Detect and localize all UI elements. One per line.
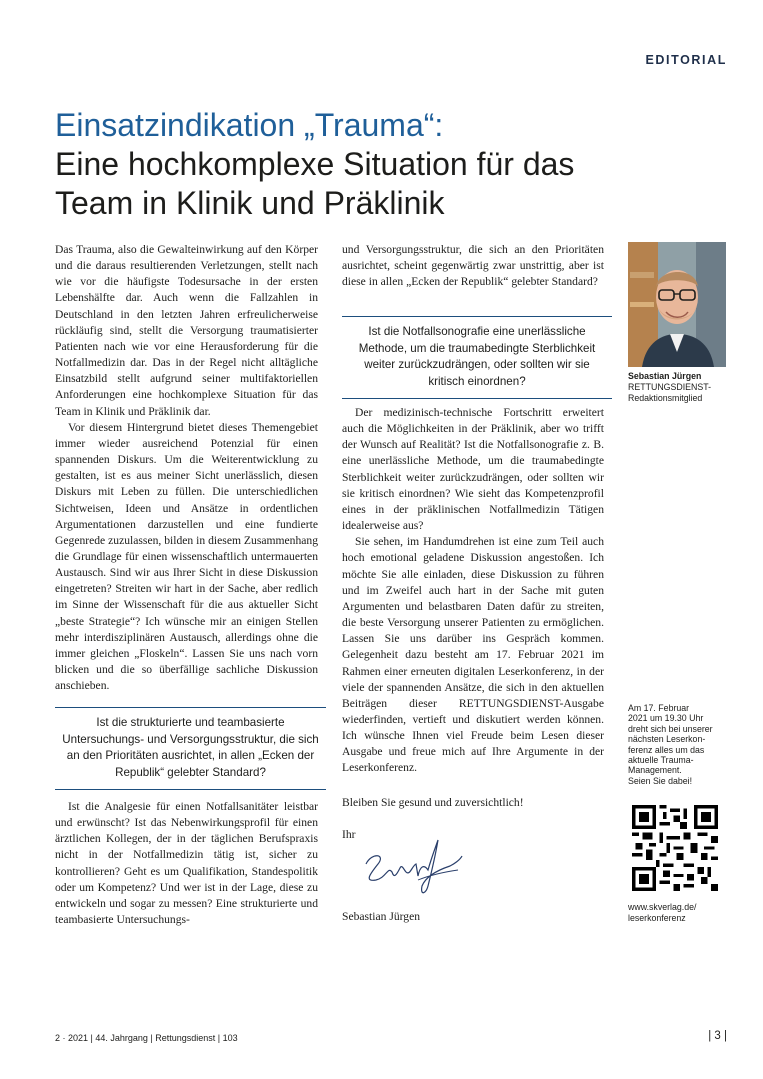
author-name: Sebastian Jürgen — [628, 371, 702, 381]
column-1-bottom — [55, 799, 318, 928]
paragraph: Der medizinisch-technische Fortschritt erweitert auch die Möglichkeiten in der Präklinik, aber wo trifft der Wunsch auf Realität? Ist die Notfallsonografie z. B. eine unerlässliche Methode, um die traumabedingte Sterblichkeit weiter zurückzudrängen, oder sollten wir sie kritisch einordnen? Wie sieht das Kompetenzprofil eines in der präklinischen Notfallmedizin Tätigen idealerweise aus? — [342, 406, 604, 533]
web-link-line-2[interactable]: leserkonferenz — [628, 913, 686, 923]
side-note-line: 2021 um 19.30 Uhr — [628, 713, 704, 724]
paragraph: Sie sehen, im Handumdrehen ist eine zum Teil auch hoch emotional geladene Diskussion angestoßen. Ich möchte Sie alle einladen, diese Diskussion zu führen und im Zweifel auch hart in der Sache mit guten Argumenten und belastbaren Daten dafür zu streiten, die beste Versorgung unserer Patienten zu ermöglichen. Lassen Sie uns darüber ins Gespräch kommen. Gelegenheit dazu besteht am 17. Februar 2021 im Rahmen einer erneuten digitalen Leserkonferenz, in der viele der spannenden Ansätze, die sich in den aktuellen Beiträgen dieser RETTUNGSDIENST-Ausgabe wiederfinden, vertieft und diskutiert werden können. Ich wünsche Ihnen viel Freude beim Lesen dieser Ausgabe und freue mich auf Ihre Argumente in der Leserkonferenz. — [342, 535, 604, 775]
column-2-top — [342, 242, 604, 290]
paragraph: Das Trauma, also die Gewalteinwirkung auf den Körper und die daraus resultierenden Verletzungen, stellt nach wie vor die häufigste Todesursache in der ersten Lebenshälfte dar. Auch wenn die Fallzahlen in Deutschland in den letzten Jahren erfreulicherweise rückläufig sind, stellt die Versorgung traumatisierter Patienten nach wie vor eine Herausforderung für die Notfallmedizin dar. Das in der Regel nicht alltägliche Einsatzbild stellt aufgrund seiner multifaktoriellen Anforderungen eine hochkomplexe Situation für das Team in Klinik und Präklinik dar. — [55, 243, 318, 418]
section-label: EDITORIAL — [645, 53, 727, 67]
paragraph: Ist die Analgesie für einen Notfallsanitäter leistbar und erwünscht? Ist das Nebenwirkungsprofil für einen ärztlichen Kollegen, der in der täglichen Berufspraxis nicht in der Notfallmedizin tätig ist, sicher zu kontrollieren? Geht es um Qualifikation, Standespolitik oder um Kompetenz? Und wer ist in der Lage, diese zu entwickeln und sogar zu messen? Eine strukturierte und teambasierte Untersuchungs- — [55, 800, 318, 927]
closing-greeting: Bleiben Sie gesund und zuversichtlich! — [342, 796, 524, 809]
side-note-line: Seien Sie dabei! — [628, 775, 693, 786]
page-number: | 3 | — [708, 1030, 727, 1042]
pull-quote-2: Ist die Notfallsonografie eine unerlässliche Methode, um die traumabedingte Sterblichkeit weiter zurückzudrängen, oder sollten wir sie kritisch einordnen? — [342, 316, 612, 399]
author-name-signoff: Sebastian Jürgen — [342, 910, 421, 923]
author-photo — [628, 242, 726, 367]
side-note-line: aktuelle Trauma- — [628, 755, 694, 766]
title-line-3: Team in Klinik und Präklinik — [55, 185, 445, 221]
title-accent-line: Einsatzindikation „Trauma“: — [55, 107, 444, 143]
side-note-line: ferenz alles um das — [628, 744, 705, 755]
side-note-line: Management. — [628, 765, 682, 776]
column-2-bottom — [342, 405, 604, 777]
paragraph: Vor diesem Hintergrund bietet dieses Themengebiet immer wieder ausreichend Potenzial für einen spannenden Diskurs. Um die Weiterentwicklung zu gestalten, ist es aus meiner Sicht unerlässlich, diesen Diskurs mit Leben zu füllen. Die unterschiedlichen Sichtweisen, Ideen und Ansätze in ordentlichen Argumentationen darzustellen und eine fundierte Gegenrede zuzulassen, bilden in diesem Zusammenhang die Grundlage für einen wissenschaftlich untermauerten Austausch. Sind wir aus Ihrer Sicht in diese Diskussion eingetreten? Streiten wir hart in der Sache, aber redlich im Sinne der Wissenschaft für die aus aktueller Sicht „beste Strategie“? Ich wünsche mir an einigen Stellen mehr interdisziplinären Austausch, allerdings ohne die immer gleichen „Floskeln“. Lassen Sie uns nach vorn blicken und die so überfällige sachliche Diskussion anschieben. — [55, 420, 318, 693]
qr-code[interactable] — [632, 805, 718, 891]
web-link[interactable] — [628, 902, 738, 924]
page-footer: 2 · 2021 | 44. Jahrgang | Rettungsdienst | 103 — [55, 1033, 238, 1043]
paragraph: und Versorgungsstruktur, die sich an den Prioritäten ausrichtet, scheint gegenwärtig zwar unstrittig, aber ist diese in allen „Ecken der Republik“ gelebter Standard? — [342, 243, 604, 289]
side-note — [628, 703, 728, 786]
article-title — [55, 106, 715, 223]
signature-image — [358, 836, 468, 906]
side-note-line: nächsten Leserkon- — [628, 734, 706, 745]
closing-ihr: Ihr — [342, 828, 356, 841]
title-line-2: Eine hochkomplexe Situation für das — [55, 146, 575, 182]
side-note-line: Am 17. Februar — [628, 703, 690, 713]
web-link-line-1[interactable]: www.skverlag.de/ — [628, 902, 697, 912]
column-1-top — [55, 242, 318, 694]
author-role: RETTUNGSDIENST-Redaktionsmitglied — [628, 382, 712, 403]
pull-quote-1: Ist die strukturierte und teambasierte Untersuchungs- und Versorgungsstruktur, die sich an den Prioritäten ausrichtet, in allen „Ecken der Republik“ gelebter Standard? — [55, 707, 326, 790]
side-note-line: dreht sich bei unserer — [628, 723, 713, 734]
